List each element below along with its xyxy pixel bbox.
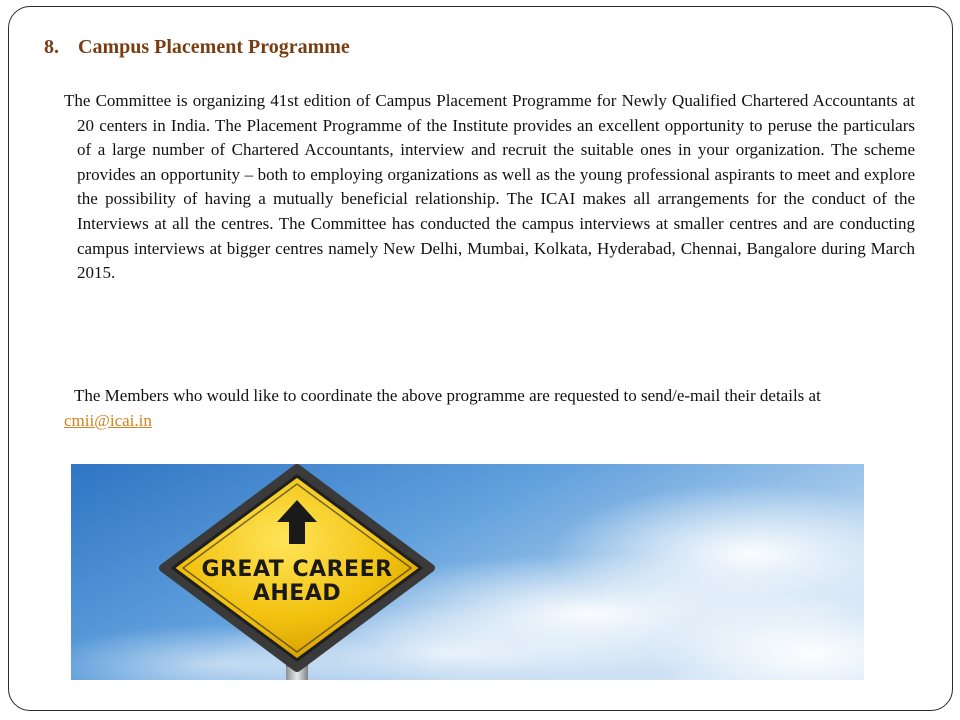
- section-heading: [44, 36, 350, 59]
- description-paragraph: The Committee is organizing 41st edition of Campus Placement Programme for Newly Qualified Chartered Accountants at 20 centers in India. The Placement Programme of the Institute provides an excellent opportunity to peruse the particulars of a large number of Chartered Accountants, interview and recruit the suitable ones in your organization. The scheme provides an opportunity – both to employing organizations as well as the young professional aspirants to meet and explore the possibility of having a mutually beneficial relationship. The ICAI makes all arrangements for the conduct of the Interviews at all the centres. The Committee has conducted the campus interviews at smaller centres and are conducting campus interviews at bigger centres namely New Delhi, Mumbai, Kolkata, Hyderabad, Chennai, Bangalore during March 2015.: [64, 91, 915, 283]
- sign-line-1: GREAT CAREER: [201, 557, 393, 582]
- contact-text: The Members who would like to coordinate the above programme are requested to send/e-mail their details at: [74, 386, 821, 405]
- email-link[interactable]: cmii@icai.in: [64, 411, 152, 430]
- career-banner-image: [71, 464, 864, 680]
- section-number: 8.: [44, 36, 59, 58]
- section-title: Campus Placement Programme: [78, 36, 350, 58]
- contact-paragraph: [64, 383, 894, 433]
- sign-line-2: AHEAD: [252, 581, 342, 606]
